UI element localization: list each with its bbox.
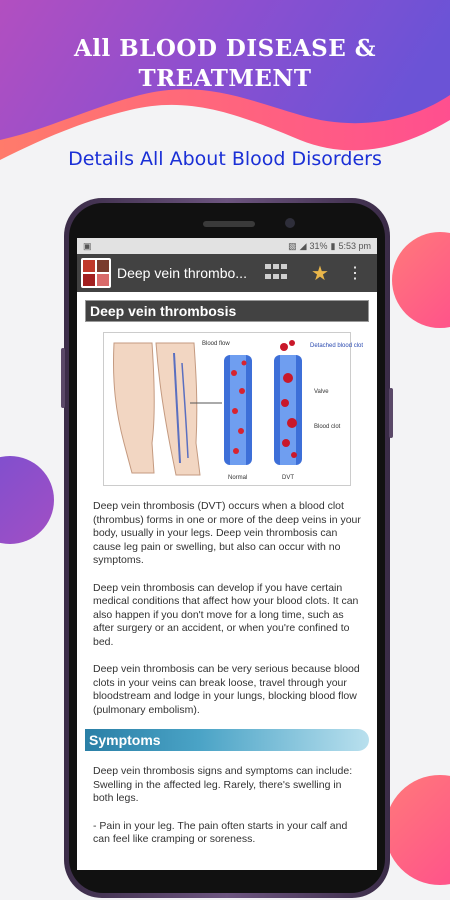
app-toolbar [77,254,377,292]
phone-frame [64,198,390,898]
clock: 5:53 pm [338,241,371,251]
image-notification-icon: ▣ [83,240,92,251]
label-normal: Normal [228,475,248,481]
more-vert-icon[interactable]: ⋮ [346,265,363,282]
decor-circle-pink-bottom [385,775,450,885]
star-icon[interactable]: ★ [311,262,329,285]
article-heading: Deep vein thrombosis [85,300,369,322]
decor-circle-pink-top [392,232,450,328]
article-paragraph: Deep vein thrombosis can develop if you have certain medical conditions that affect how your blood clots. It can also happen if you don't move for a long time, such as after surgery or an accident, or when you're confined to bed. [93,581,359,648]
symptoms-paragraph: - Pain in your leg. The pain often starts in your calf and can feel like cramping or soreness. [93,819,348,845]
promo-title-line2: TREATMENT [138,65,312,92]
article-paragraph: Deep vein thrombosis can be very serious because blood clots in your veins can break loose, travel through your bloodstream and lodge in your lungs, blocking blood flow (pulmonary embolism). [93,663,360,716]
power-button [389,388,393,438]
dvt-illustration [103,332,364,486]
article-paragraph: Deep vein thrombosis (DVT) occurs when a blood clot (thrombus) forms in one or more of the deep veins in your body, usually in your legs. Deep vein thrombosis can cause leg pain or swelling, but also can occur with no symptoms. [93,500,361,566]
app-logo-icon[interactable] [81,258,111,288]
toolbar-title: Deep vein thrombo... [117,265,247,281]
promo-subtitle: Details All About Blood Disorders [68,148,382,170]
battery-level: 31% [309,241,328,251]
promo-title [0,34,450,94]
app-screen [77,238,377,870]
battery-icon: ▮ [330,240,336,251]
signal-icon: ◢ [299,240,307,251]
grid-menu-icon[interactable] [265,264,287,282]
speaker-grille [203,221,255,227]
phone-bezel [69,203,385,893]
volume-button [61,348,65,408]
symptoms-paragraph: Deep vein thrombosis signs and symptoms can include: Swelling in the affected leg. Rarely, there's swelling in both legs. [93,765,353,804]
label-blood-clot: Blood clot [314,424,341,430]
label-blood-flow: Blood flow [202,341,230,347]
label-dvt: DVT [282,475,294,481]
label-detached-clot: Detached blood clot [310,343,364,349]
symptoms-heading: Symptoms [85,729,369,751]
decor-circle-purple [0,456,54,544]
nfc-icon: ▧ [288,240,297,251]
article-content [77,292,377,847]
status-bar [77,238,377,254]
front-camera [285,218,295,228]
label-valve: Valve [314,389,329,395]
promo-title-line1: All BLOOD DISEASE & [73,35,377,62]
